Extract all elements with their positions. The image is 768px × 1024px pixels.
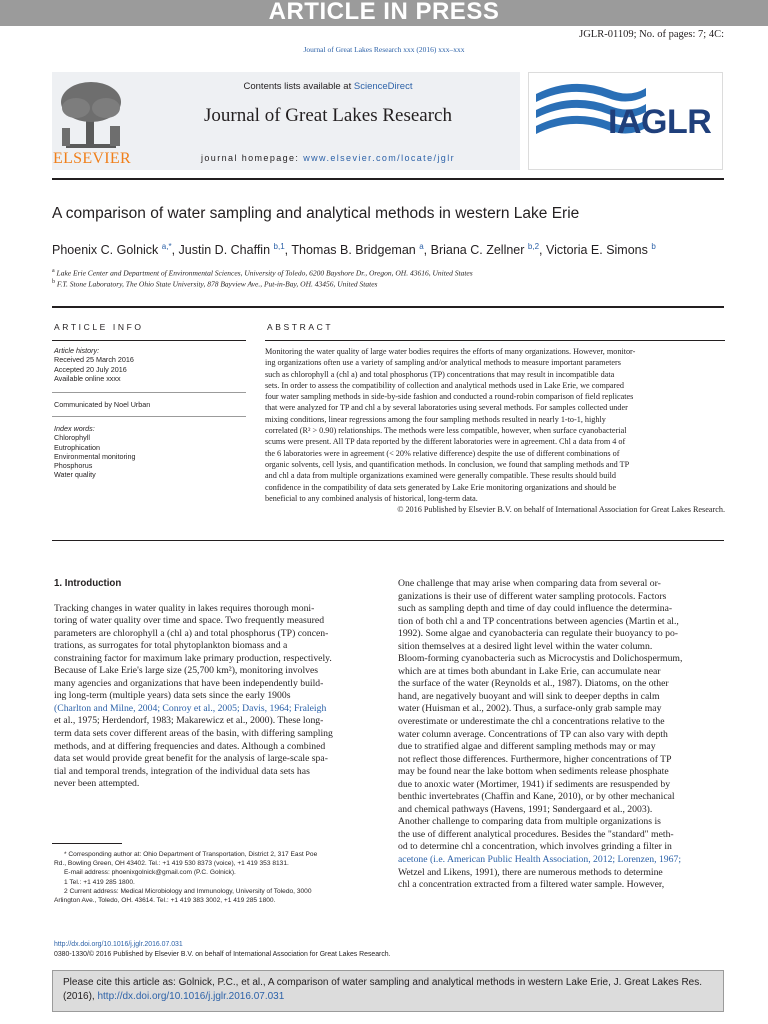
- body-line: Bloom-forming cyanobacteria such as Microcystis and Dolichospermum,: [398, 653, 683, 665]
- history-received: Received 25 March 2016: [54, 355, 134, 365]
- body-line: benthic invertebrates (Chaffin and Kane, 2010), or by other mechanical: [398, 791, 675, 803]
- article-in-press-banner: [0, 0, 768, 26]
- author-affiliation-ref[interactable]: b,1: [273, 242, 285, 251]
- body-line: term data sets cover different areas of the basin, with differing sampling: [54, 728, 333, 740]
- footnotes: [54, 850, 384, 905]
- body-line: due to anoxic water (Mortimer, 1941) if sediments are resuspended by: [398, 778, 671, 790]
- journal-title: Journal of Great Lakes Research: [204, 105, 452, 126]
- body-line: Because of Lake Erie's large size (25,700 km²), monitoring involves: [54, 665, 319, 677]
- affiliation-b: [52, 279, 732, 289]
- body-line: One challenge that may arise when comparing data from several or-: [398, 578, 661, 589]
- body-line: overestimate or underestimate the chl a concentrations relative to the: [398, 716, 665, 728]
- author-affiliation-ref[interactable]: b,2: [527, 242, 540, 251]
- footnote-line: Rd., Bowling Green, OH 43402. Tel.: +1 419 530 8373 (voice), +1 419 353 8131.: [54, 860, 289, 868]
- abstract-rule: [265, 340, 725, 341]
- body-line: data set would provide great benefit for the analysis of large-scale spa-: [54, 753, 328, 765]
- body-line: constraining factor for maximum lake primary production, respectively.: [54, 652, 332, 664]
- footnote-email[interactable]: E-mail address: phoenixgolnick@gmail.com (P.C. Golnick).: [64, 869, 236, 877]
- abstract-line: confidence in the compatibility of data sets generated by Lake Erie monitoring organizations and should be: [265, 482, 617, 492]
- body-line: may be found near the lake bottom when sediments release phosphate: [398, 766, 669, 778]
- abstract-line: Monitoring the water quality of large water bodies requires the efforts of many organizations. However, monitor-: [265, 347, 636, 356]
- journal-citation-line[interactable]: Journal of Great Lakes Research xxx (2016) xxx–xxx: [303, 45, 465, 54]
- abstract-line: scums were present. All TP data reported by the different laboratories were in agreement. Chl a data from 4 of: [265, 437, 626, 447]
- keyword: Water quality: [54, 470, 96, 480]
- abstract-line: organic solvents, cell lysis, and quantification methods. In conclusion, we found that sampling methods and TP: [265, 459, 630, 469]
- body-line: many agencies and organizations that have been independently build-: [54, 677, 324, 689]
- keyword: Eutrophication: [54, 442, 100, 452]
- keyword: Environmental monitoring: [54, 451, 136, 461]
- affiliation-marker: b: [52, 279, 55, 285]
- abstract-body: [265, 346, 725, 532]
- citation-text-line2: [63, 990, 713, 1004]
- footnote-1: 1 Tel.: +1 419 285 1800.: [64, 878, 135, 886]
- contents-prefix: Contents lists available at: [243, 81, 354, 92]
- author-name: Phoenix C. Golnick: [52, 243, 159, 258]
- cite-this-article-box: [52, 970, 724, 1012]
- abstract-line: mixing conditions, linear regressions among the four sampling methods resulted in nearly 1-to-1, highly: [265, 414, 606, 424]
- issn-copyright: 0380-1330/© 2016 Published by Elsevier B.V. on behalf of International Association for Great Lakes Research.: [54, 951, 391, 958]
- citation-text: Please cite this article as: Golnick, P.C., et al., A comparison of water sampling and analytical methods in western Lake Erie, J. Great Lakes Res.: [63, 977, 703, 988]
- body-left-column: [54, 578, 384, 791]
- body-line: and chemical pathways (Havens, 1991; Søndergaard et al., 2003).: [398, 803, 653, 815]
- abstract-line: beneficial to any combined analysis of historical, long-term data.: [265, 493, 478, 503]
- body-line: ganizations is their use of different water sampling protocols. Factors: [398, 590, 667, 602]
- iaglr-wordmark: IAGLR: [608, 103, 712, 141]
- body-line: never been attempted.: [54, 778, 140, 790]
- abstract-line: sets. In order to assess the compatibility of collection and analytical methods used in Lake Erie, we compared: [265, 380, 625, 390]
- affiliation-text: Lake Erie Center and Department of Environmental Sciences, University of Toledo, 6200 Bayshore Dr., Oregon, OH. 43616, United States: [56, 268, 473, 278]
- body-line: which are at times both abundant in Lake Erie, can accumulate near: [398, 665, 661, 677]
- footnote-line: Arlington Ave., Toledo, OH. 43614. Tel.: +1 419 383 3002, +1 419 285 1800.: [54, 897, 276, 905]
- abstract-line: four water sampling methods in side-by-side fashion and conducted a round-robin comparison of field replicates: [265, 392, 634, 402]
- footnote-2: 2 Current address: Medical Microbiology and Immunology, University of Toledo, 3000: [64, 887, 312, 895]
- article-history: [54, 346, 244, 383]
- author-affiliation-ref[interactable]: a: [419, 242, 424, 251]
- author-affiliation-ref[interactable]: b: [651, 242, 656, 251]
- body-line: water (Huisman et al., 2002). Thus, a surface-only grab sample may: [398, 703, 662, 715]
- keyword: Phosphorus: [54, 461, 93, 471]
- body-line: od to determine chl a concentration, which involves grinding a filter in: [398, 841, 672, 853]
- affiliation-a: [52, 268, 732, 278]
- author-name: Thomas B. Bridgeman: [291, 243, 416, 258]
- body-line: et al., 1975; Herdendorf, 1983; Makarewicz et al., 2000). These long-: [54, 715, 324, 727]
- elsevier-wordmark: ELSEVIER: [53, 150, 131, 167]
- abstract-line: such as chlorophyll a (chl a) and total phosphorus (TP) concentrations that may result in incompatible data: [265, 369, 615, 379]
- history-online: Available online xxxx: [54, 373, 121, 383]
- body-line: sition themselves at a desired light level within the water column.: [398, 640, 653, 652]
- author-affiliation-ref[interactable]: a,*: [161, 242, 172, 251]
- body-right-column: [398, 578, 728, 892]
- abstract-line: the 6 laboratories were in agreement (< 20% relative difference) despite the use of different combinations of: [265, 448, 620, 458]
- citation-doi-link[interactable]: http://dx.doi.org/10.1016/j.jglr.2016.07.031: [97, 991, 285, 1002]
- keyword: Chlorophyll: [54, 433, 90, 443]
- homepage-link[interactable]: www.elsevier.com/locate/jglr: [303, 153, 455, 163]
- history-rule: [52, 392, 246, 393]
- doi-block: [54, 940, 554, 960]
- body-line: parameters are chlorophyll a (chl a) and total phosphorus (TP) concen-: [54, 627, 329, 639]
- body-line: ing long-term (multiple years) data sets since the early 1900s: [54, 690, 291, 702]
- affiliation-text: F.T. Stone Laboratory, The Ohio State University, 878 Bayview Ave., Put-in-Bay, OH. 43456, United States: [56, 279, 378, 289]
- body-line: not reflect those differences. Furthermore, higher concentrations of TP: [398, 753, 672, 765]
- history-label: Article history:: [54, 346, 100, 355]
- abstract-line: ing organizations often use a variety of sampling and/or analytical methods to measure important parameters: [265, 358, 621, 368]
- body-line: Wetzel and Likens, 1991), there are numerous methods to determine: [398, 866, 663, 878]
- citation-link-line[interactable]: acetone (i.e. American Public Health Association, 2012; Lorenzen, 1967;: [398, 854, 682, 866]
- article-info-heading: ARTICLE INFO: [54, 322, 144, 332]
- body-line: Tracking changes in water quality in lakes requires thorough moni-: [54, 602, 315, 614]
- body-line: the use of different analytical procedures. Besides the "standard" meth-: [398, 828, 674, 840]
- masthead-divider: [52, 178, 724, 180]
- body-line: water column average. Concentrations of TP can also vary with depth: [398, 728, 668, 740]
- communicated-rule: [52, 416, 246, 417]
- abstract-line: and chl a data from multiple organizations examined were generally compatible. These results should build: [265, 471, 616, 481]
- homepage-prefix: journal homepage:: [200, 153, 304, 163]
- body-line: methods, and at differing frequencies and dates. Although a combined: [54, 740, 326, 752]
- abstract-line: correlated (R² > 0.90) relationships. The methods were less compatible, however, when surface cyanobacterial: [265, 426, 627, 436]
- body-line: Another challenge to comparing data from multiple organizations is: [398, 816, 661, 828]
- footnote-rule: [52, 843, 122, 844]
- header-divider: [52, 306, 724, 308]
- article-info-rule: [52, 340, 246, 341]
- body-line: the surface of the water (Reynolds et al., 1987). Diatoms, on the other: [398, 678, 669, 690]
- body-line: due to stratified algae and different sampling methods may or may: [398, 741, 656, 753]
- body-line: tion of both chl a and TP concentrations between agencies (Martin et al.,: [398, 615, 679, 627]
- doi-link[interactable]: http://dx.doi.org/10.1016/j.jglr.2016.07.031: [54, 941, 183, 948]
- journal-homepage-line: [140, 153, 516, 163]
- citation-year: (2016),: [63, 991, 98, 1002]
- keywords-label: Index words:: [54, 424, 95, 433]
- banner-title: ARTICLE IN PRESS: [268, 0, 500, 25]
- history-accepted: Accepted 20 July 2016: [54, 364, 127, 374]
- citation-link-line[interactable]: (Charlton and Milne, 2004; Conroy et al., 2005; Davis, 1964; Fraleigh: [54, 702, 327, 714]
- affiliation-marker: a: [52, 268, 55, 274]
- body-line: tial and temporal trends, integration of the individual data sets has: [54, 765, 310, 777]
- body-line: trations, as surrogates for total phytoplankton biomass and a: [54, 640, 288, 652]
- body-line: hand, are negatively buoyant and will sink to deeper depths in calm: [398, 690, 660, 702]
- footnote-corresponding: * Corresponding author at: Ohio Department of Transportation, District 2, 317 East Poe: [64, 851, 318, 858]
- abstract-heading: ABSTRACT: [267, 322, 334, 332]
- abstract-line: that were analyzed for TP and chl a by several laboratories using several methods. For samples collected under: [265, 403, 628, 413]
- sciencedirect-link[interactable]: ScienceDirect: [353, 81, 413, 92]
- author-name: Justin D. Chaffin: [178, 243, 271, 258]
- contents-available-line: [140, 81, 516, 92]
- body-line: such as sampling depth and time of day could influence the determina-: [398, 603, 673, 615]
- introduction-heading: 1. Introduction: [54, 578, 122, 589]
- abstract-bottom-rule: [52, 540, 724, 541]
- keywords: [54, 424, 244, 480]
- author-name: Briana C. Zellner: [430, 243, 525, 258]
- article-title: A comparison of water sampling and analytical methods in western Lake Erie: [52, 205, 580, 222]
- communicated-by: Communicated by Noel Urban: [54, 400, 151, 409]
- manuscript-reference: JGLR-01109; No. of pages: 7; 4C:: [579, 29, 724, 40]
- abstract-copyright: © 2016 Published by Elsevier B.V. on behalf of International Association for Great Lakes Research.: [397, 505, 725, 515]
- body-line: 1992). Some algae and cyanobacteria can regulate their buoyancy to po-: [398, 628, 679, 640]
- body-line: chl a concentration extracted from a filtered water sample. However,: [398, 879, 665, 891]
- author-list: Phoenix C. Golnick $^{a,*}$, Justin D. Chaffin $^{b,1}$, Thomas B. Bridgeman $^a$, Briana C. Zellner $^{b,2}$, Victoria E. Simons $^b$: [52, 242, 656, 258]
- author-name: Victoria E. Simons: [545, 243, 648, 258]
- body-line: toring of water quality over time and space. Two frequently measured: [54, 615, 325, 627]
